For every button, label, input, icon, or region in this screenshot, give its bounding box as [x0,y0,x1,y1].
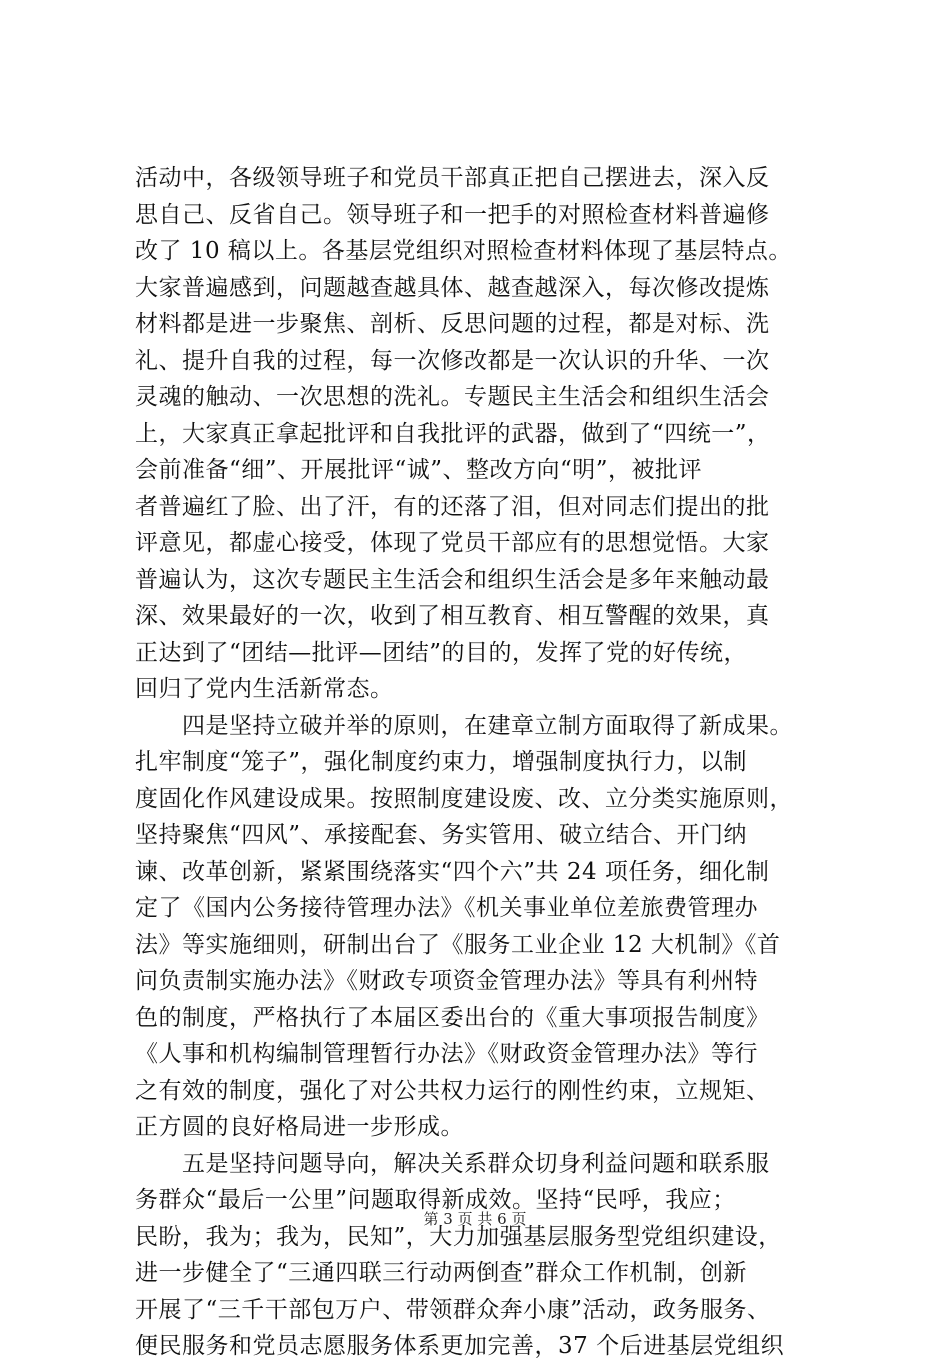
text-line: 回归了党内生活新常态。 [135,676,394,702]
text-line: 正方圆的良好格局进一步形成。 [135,1114,464,1140]
text-line: 便民服务和党员志愿服务体系更加完善，37 个后进基层党组织 [135,1333,785,1359]
text-line: 活动中，各级领导班子和党员干部真正把自己摆进去，深入反 [135,165,770,191]
text-line: 谏、改革创新，紧紧围绕落实“四个六”共 24 项任务，细化制 [135,858,770,885]
text-line: 礼、提升自我的过程，每一次修改都是一次认识的升华、一次 [135,347,770,374]
text-line: 之有效的制度，强化了对公共权力运行的刚性约束，立规矩、 [135,1077,770,1104]
text-line: 正达到了“团结—批评—团结”的目的，发挥了党的好传统， [135,639,748,666]
text-line: 扎牢制度“笼子”，强化制度约束力，增强制度执行力，以制 [135,749,748,775]
text-line: 民盼，我为；我为，民知”，大力加强基层服务型党组织建设， [135,1223,782,1250]
text-line: 开展了“三千干部包万户、带领群众奔小康”活动，政务服务、 [135,1296,771,1323]
text-line: 思自己、反省自己。领导班子和一把手的对照检查材料普遍修 [135,201,770,228]
text-line: 度固化作风建设成果。按照制度建设废、改、立分类实施原则， [135,785,793,812]
text-line: 材料都是进一步聚焦、剖析、反思问题的过程，都是对标、洗 [135,311,770,337]
text-line: 定了《国内公务接待管理办法》《机关事业单位差旅费管理办 [135,895,758,921]
text-line: 大家普遍感到，问题越查越具体、越查越深入，每次修改提炼 [135,274,770,301]
text-line: 者普遍红了脸、出了汗，有的还落了泪，但对同志们提出的批 [135,493,770,520]
text-line: 深、效果最好的一次，收到了相互教育、相互警醒的效果，真 [135,603,770,629]
text-line: 灵魂的触动、一次思想的洗礼。专题民主生活会和组织生活会 [135,384,770,410]
text-line: 评意见，都虚心接受，体现了党员干部应有的思想觉悟。大家 [135,530,770,556]
text-line: 四是坚持立破并举的原则，在建章立制方面取得了新成果。 [135,712,793,739]
text-line: 进一步健全了“三通四联三行动两倒查”群众工作机制，创新 [135,1260,748,1286]
text-line: 普遍认为，这次专题民主生活会和组织生活会是多年来触动最 [135,566,770,593]
text-line: 务群众“最后一公里”问题取得新成效。坚持“民呼，我应； [135,1187,736,1213]
text-line: 色的制度，严格执行了本届区委出台的《重大事项报告制度》 [135,1004,770,1031]
text-line: 改了 10 稿以上。各基层党组织对照检查材料体现了基层特点。 [135,238,792,264]
text-line: 五是坚持问题导向，解决关系群众切身利益问题和联系服 [135,1150,770,1177]
page-number-footer: 第 3 页 共 6 页 [423,1210,527,1228]
text-line: 问负责制实施办法》《财政专项资金管理办法》等具有利州特 [135,968,758,994]
body-text [135,160,815,1365]
text-line: 会前准备“细”、开展批评“诚”、整改方向“明”，被批评 [135,457,703,483]
text-line: 坚持聚焦“四风”、承接配套、务实管用、破立结合、开门纳 [135,822,748,848]
text-line: 法》等实施细则，研制出台了《服务工业企业 12 大机制》《首 [135,931,781,958]
text-line: 上，大家真正拿起批评和自我批评的武器，做到了“四统一”， [135,420,771,447]
text-line: 《人事和机构编制管理暂行办法》《财政资金管理办法》等行 [135,1041,758,1067]
